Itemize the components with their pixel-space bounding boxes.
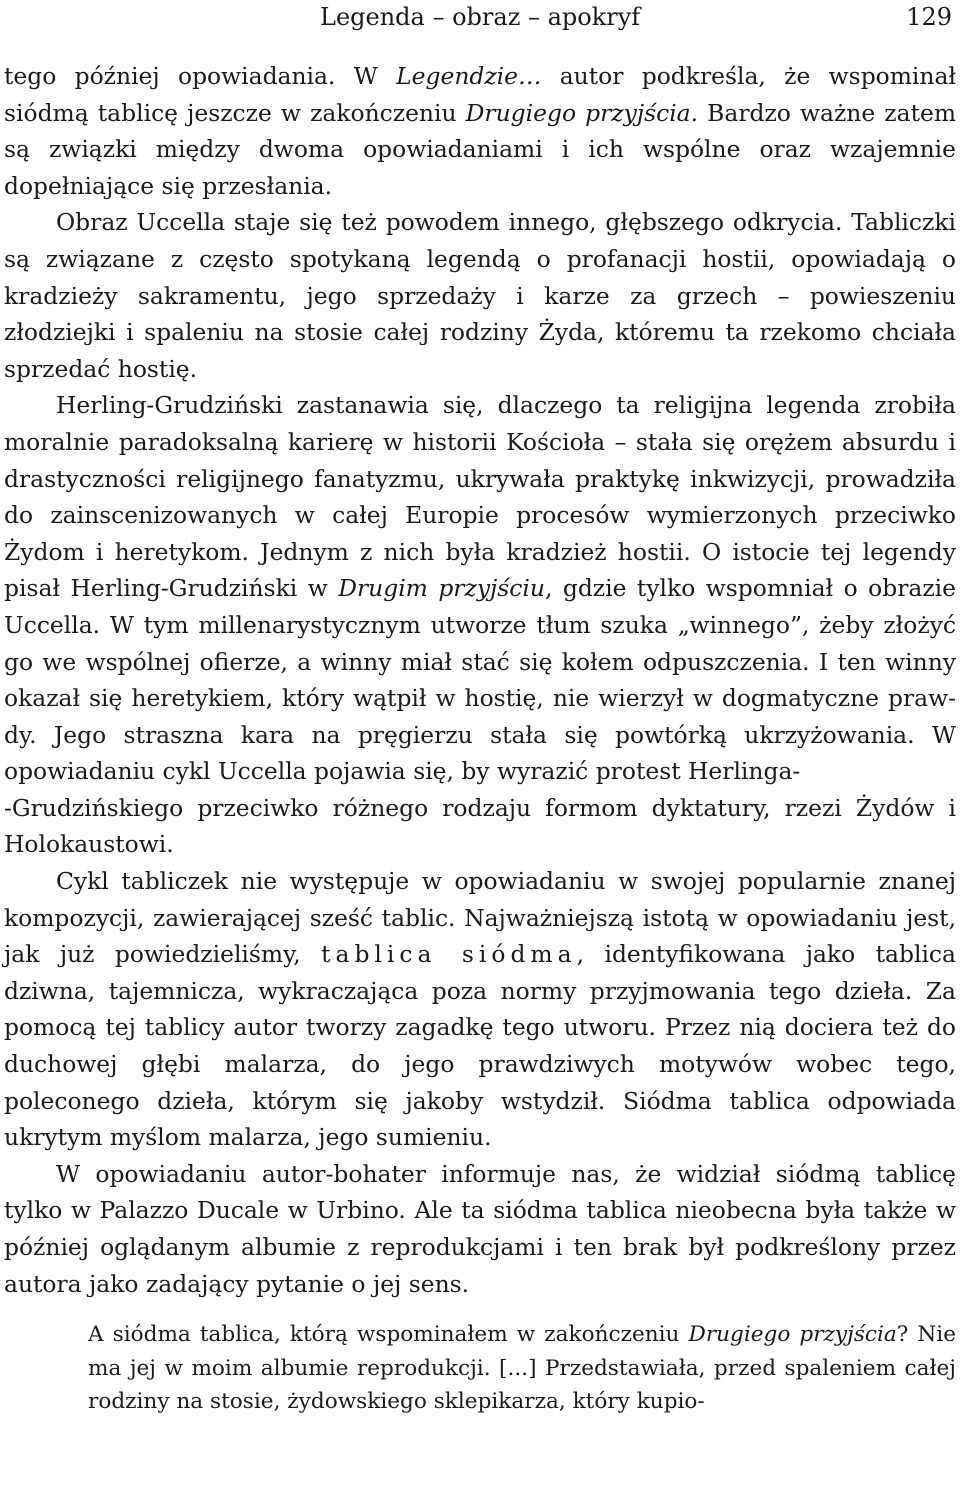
paragraph	[4, 1156, 956, 1302]
paragraph	[4, 58, 956, 204]
italic-title: Drugiego przyjścia.	[465, 98, 699, 127]
paragraph	[4, 863, 956, 1156]
italic-title: Legendzie…	[396, 62, 542, 90]
text-run: , identyfikowana jako tablica dziwna, tajemnicza, wykraczająca poza normy przyjmowania tego dzieła. Za pomocą tej tablicy autor tworzy zagadkę tego utworu. Przez nią dociera też do duchowej głębi malarza, do jego prawdziwych motywów wobec tego, poleconego dzieła, którym się jakoby wstydził. Siódma tablica odpowiada ukrytym myślom malarza, jego sumieniu.	[4, 940, 956, 1152]
quote-text	[88, 1318, 956, 1419]
running-head	[4, 0, 956, 40]
text-run: Obraz Uccella staje się też powodem innego, głębszego odkrycia. Tabliczki są związane z często spotykaną legendą o profanacji hostii, opowiadają o kradzieży sakramentu, jego sprzedaży i karze za grzech – powieszeniu złodziejki i spaleniu na stosie całej rodziny Żyda, któremu ta rzekomo chciała sprzedać hostię.	[4, 208, 956, 383]
text-run: tego później opowiadania. W	[4, 62, 397, 90]
book-page	[4, 0, 956, 1486]
paragraph	[4, 387, 956, 863]
page-number: 129	[906, 3, 952, 31]
running-title: Legenda – obraz – apokryf	[320, 3, 641, 31]
italic-title: Drugiego przyjścia	[688, 1322, 897, 1348]
text-run: Herling-Grudziński zastanawia się, dlaczego ta religijna legenda zrobiła moralnie paradoksalną karierę w historii Kościoła – stała się orężem absurdu i drastyczności religijnego fanatyzmu, ukrywała praktykę inkwizycji, prowadziła do zainscenizowanych w całej Europie procesów wymierzonych przeciwko Żydom i heretykom. Jednym z nich była kradzież hostii. O istocie tej legendy pisał Herling-Grudziński w	[4, 391, 956, 603]
italic-title: Drugim przyjściu	[338, 574, 545, 603]
paragraph	[4, 204, 956, 387]
block-quote	[88, 1318, 956, 1419]
text-run: W opowiadaniu autor-bohater informuje nas, że widział siódmą tablicę tylko w Palazzo Ducale w Urbino. Ale ta siódma tablica nieobecna była także w później oglądanym albumie z reprodukcjami i ten brak był podkreślony przez autora jako zadający pytanie o jej sens.	[4, 1159, 956, 1298]
body-text	[4, 58, 956, 1302]
text-run: ? Nie ma jej w moim albumie reprodukcji. [...] Przedstawiała, przed spaleniem całej rodziny na stosie, żydowskiego sklepikarza, który kupio-	[88, 1322, 956, 1415]
text-run: Cykl tabliczek nie występuje w opowiadaniu w swojej popularnie znanej kompozycji, zawierającej sześć tablic. Najważniejszą istotą w opowiadaniu jest, jak już powiedzieliśmy,	[4, 867, 956, 969]
spaced-emphasis: tablica siódma	[321, 940, 577, 969]
text-run: autor podkreśla, że wspominał siódmą tablicę jeszcze w zakończeniu	[4, 62, 956, 127]
text-run: , gdzie tylko wspomniał o obrazie Uccella. W tym millenarystycznym utworze tłum szuka „winnego”, żeby złożyć go we wspólnej ofierze, a winny miał stać się kołem odpuszczenia. I ten winny okazał się heretykiem, który wątpił w hostię, nie wierzył w dogmatyczne prawdy. Jego straszna kara na pręgierzu stała się powtórką ukrzyżowania. W opowiadaniu cykl Uccella pojawia się, by wyrazić protest Herlinga- -Grudzińskiego przeciwko różnego rodzaju formom dyktatury, rzezi Żydów i Holokaustowi.	[4, 574, 956, 859]
text-run: Bardzo ważne zatem są związki między dwoma opowiadaniami i ich wspólne oraz wzajemnie dopełniające się przesłania.	[4, 98, 957, 200]
text-run: A siódma tablica, którą wspominałem w zakończeniu	[88, 1322, 689, 1348]
